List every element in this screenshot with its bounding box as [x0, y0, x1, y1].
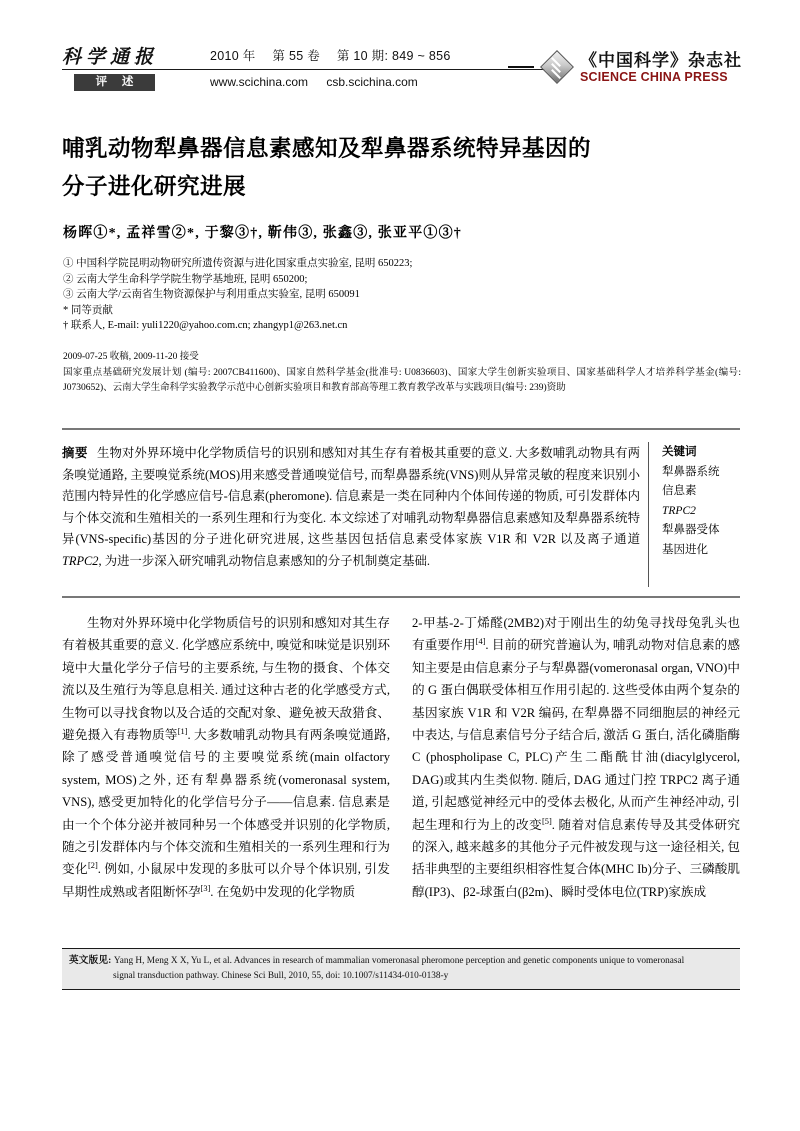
body-text-segment: 生物对外界环境中化学物质信号的识别和感知对其生存有着极其重要的意义. 化学感应系统中, 嗅觉和味觉是识别环境中大量化学分子信号的主要系统, 与生物的摄食、个体交流以及生殖行为等息息相关. 通过这种古老的化学感受方式, 生物可以寻找食物以及合适的交配对象、避免被天敌猎食、避免摄入有毒物质等: [62, 616, 390, 743]
section-badge: 评 述: [74, 74, 155, 91]
abstract-bottom-rule: [62, 596, 740, 598]
reference-marker[interactable]: [3]: [200, 883, 211, 893]
abstract-text-part-1: 生物对外界环境中化学物质信号的识别和感知对其生存有着极其重要的意义. 大多数哺乳动物具有两条嗅觉通路, 主要嗅觉系统(MOS)用来感受普通嗅觉信号, 而犁鼻器系统(VNS)则从异常灵敏的程度来识别小范围内特异性的化学感应信号-信息素(pheromone). 信息素是一类在同种内个体间传递的物质, 可引发群体内与个体交流和生殖相关的一系列生理和行为变化. 本文综述了对哺乳动物犁鼻器信息素感知及犁鼻器系统特异(VNS-specific)基因的分子进化研究进展, 这些基因包括信息素受体家族 V1R 和 V2R 以及离子通道: [62, 446, 640, 546]
body-column-right: [412, 612, 740, 903]
funding-note: 国家重点基础研究发展计划 (编号: 2007CB411600)、国家自然科学基金(批准号: U0836603)、国家大学生创新实验项目、国家基础科学人才培养科学基金(编号: J0730652)、云南大学生命科学实验教学示范中心创新实验项目和教育部高等理工教育教学改革与实践项目(编号: 239)资助: [63, 368, 741, 393]
body-text-segment: . 随着对信息素传导及其受体研究的深入, 越来越多的其他分子元件被发现与这一途径相关, 包括非典型的主要组织相容性复合体(MHC Ib)分子、三磷酸肌醇(IP3)、β2-球蛋白(β2m)、瞬时受体电位(TRP)家族成: [412, 817, 741, 899]
article-title: [62, 130, 752, 206]
equal-contribution-note: * 同等贡献: [63, 304, 113, 316]
publisher-block: [508, 44, 742, 90]
publisher-name-en: SCIENCE CHINA PRESS: [580, 70, 728, 84]
keywords-divider: [648, 442, 649, 587]
body-text-segment: 2-甲基-2-丁烯醛(2MB2)对于刚出生的幼兔寻找母兔乳头也有重要作用: [412, 616, 740, 653]
affiliation-list: [63, 256, 663, 334]
abstract-label: 摘要: [62, 446, 88, 460]
masthead-divider: [62, 69, 545, 70]
abstract-text-part-2: , 为进一步深入研究哺乳动物信息素感知的分子机制奠定基础.: [98, 553, 430, 568]
citation-line-2: signal transduction pathway. Chinese Sci Bull, 2010, 55, doi: 10.1007/s11434-010-0138-y: [113, 970, 449, 981]
body-text-segment: . 目前的研究普遍认为, 哺乳动物对信息素的感知主要是由信息素分子与犁鼻器(vomeronasal organ, VNO)中的 G 蛋白偶联受体相互作用引起的. 这些受体由两个复杂的基因家族 V1R 和 V2R 编码, 在犁鼻器不同细胞层的神经元中表达, 与信息素信号分子结合后, 激活 G 蛋白, 活化磷脂酶 C (phospholipase C, PLC)产生二酯酰甘油(diacylglycerol, DAG)或其内生类似物. 随后, DAG 通过门控 TRPC2 离子通道, 引起感觉神经元中的受体去极化, 从而产生神经冲动, 引起生理和行为上的改变: [412, 638, 741, 832]
reference-marker[interactable]: [5]: [541, 816, 552, 826]
citation-line-1: Yang H, Meng X X, Yu L, et al. Advances in research of mammalian vomeronasal pheromone perception and genetic components unique to vomeronasal: [113, 956, 685, 966]
abstract-italic-gene: TRPC2: [62, 553, 99, 568]
body-text-segment: . 在兔奶中发现的化学物质: [210, 884, 356, 899]
body-text-segment: . 大多数哺乳动物具有两条嗅觉通路, 除了感受普通嗅觉信号的主要嗅觉系统(main olfactory system, MOS)之外, 还有犁鼻器系统(vomeronasal system, VNS), 感受更加特化的化学信号分子——信息素. 信息素是由一个个体分泌并被同种另一个体感受并识别的化学物质, 随之引发群体内与个体交流和生殖相关的一系列生理和行为变化: [62, 728, 391, 877]
keyword-item: TRPC2: [662, 504, 696, 517]
reference-marker[interactable]: [1]: [177, 726, 188, 736]
website-scichina[interactable]: www.scichina.com: [210, 75, 309, 89]
english-version-citation-box: [62, 948, 740, 990]
corresponding-author-note: † 联系人, E-mail: yuli1220@yahoo.com.cn; zhangyp1@263.net.cn: [63, 320, 348, 332]
received-accepted-dates: 2009-07-25 收稿, 2009-11-20 接受: [63, 352, 199, 362]
issue-volume: 第 55 卷: [272, 49, 321, 63]
publisher-name-cn: 《中国科学》杂志社: [580, 51, 742, 70]
citation-label: 英文版见:: [69, 955, 112, 966]
abstract-top-rule: [62, 428, 740, 430]
science-china-press-logo-icon: [542, 52, 572, 82]
body-column-left: [62, 612, 390, 903]
article-title-line-1: 哺乳动物犁鼻器信息素感知及犁鼻器系统特异基因的: [62, 136, 592, 161]
affiliation-item: ① 中国科学院昆明动物研究所遗传资源与进化国家重点实验室, 昆明 650223;: [63, 258, 413, 269]
keyword-item: 基因进化: [662, 543, 708, 556]
masthead: [62, 42, 742, 106]
article-title-line-2: 分子进化研究进展: [62, 174, 247, 199]
body-paragraph: [412, 612, 740, 903]
reference-marker[interactable]: [4]: [475, 637, 486, 647]
keyword-item: 犁鼻器系统: [662, 465, 720, 478]
reference-marker[interactable]: [2]: [87, 861, 98, 871]
issue-number-pages: 第 10 期: 849 ~ 856: [336, 49, 451, 63]
journal-name: 科学通报: [62, 47, 159, 68]
keyword-item: 信息素: [662, 485, 697, 497]
journal-websites: [210, 75, 433, 89]
body-paragraph: [62, 612, 390, 903]
issue-year: 2010 年: [210, 49, 256, 63]
citation-content: [69, 954, 733, 983]
author-list: 杨晖①*, 孟祥雪②*, 于黎③†, 靳伟③, 张鑫③, 张亚平①③†: [63, 226, 462, 241]
body-text-segment: . 例如, 小鼠尿中发现的多肽可以介导个体识别, 引发早期性成熟或者阻断怀孕: [62, 862, 391, 899]
keyword-item: 犁鼻器受体: [662, 524, 720, 536]
keywords-title: 关键词: [662, 446, 697, 458]
affiliation-item: ③ 云南大学/云南省生物资源保护与利用重点实验室, 昆明 650091: [63, 289, 360, 301]
website-csb-scichina[interactable]: csb.scichina.com: [326, 75, 418, 89]
keywords-block: [662, 443, 748, 560]
abstract: [62, 443, 640, 572]
issue-info: [210, 46, 451, 64]
affiliation-item: ② 云南大学生命科学学院生物学基地班, 昆明 650200;: [63, 273, 308, 285]
publisher-rule: [508, 66, 534, 68]
